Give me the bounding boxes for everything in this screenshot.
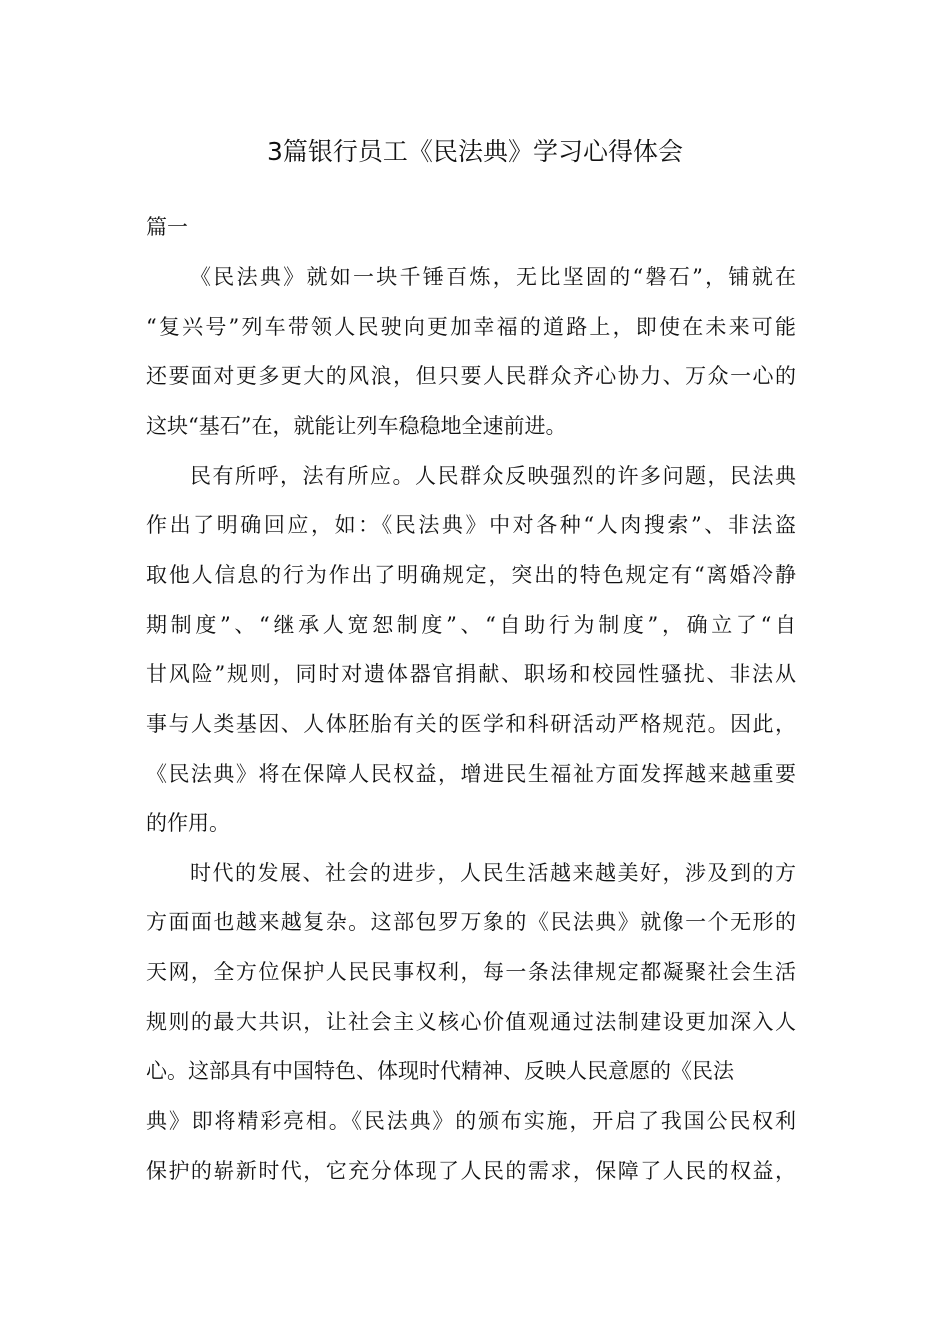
- paragraph-line: 作出了明确回应，如：《民法典》中对各种“人肉搜索”、非法盗: [146, 513, 796, 537]
- paragraph-line: 《民法典》就如一块千锤百炼，无比坚固的“磐石”，铺就在: [190, 265, 796, 289]
- paragraph-line: “复兴号”列车带领人民驶向更加幸福的道路上，即使在未来可能: [146, 315, 796, 339]
- paragraph-line: 方面面也越来越复杂。这部包罗万象的《民法典》就像一个无形的: [146, 910, 796, 934]
- paragraph-line: 时代的发展、社会的进步，人民生活越来越美好，涉及到的方: [190, 861, 796, 885]
- paragraph-line: 心。这部具有中国特色、体现时代精神、反映人民意愿的《民法: [146, 1059, 734, 1083]
- document-title: 3篇银行员工《民法典》学习心得体会: [267, 137, 683, 166]
- paragraph-line: 保护的崭新时代，它充分体现了人民的需求，保障了人民的权益，: [146, 1159, 796, 1183]
- paragraph-line: 甘风险”规则，同时对遗体器官捐献、职场和校园性骚扰、非法从: [146, 662, 796, 686]
- paragraph-line: 这块“基石”在，就能让列车稳稳地全速前进。: [146, 414, 567, 438]
- paragraph-line: 规则的最大共识，让社会主义核心价值观通过法制建设更加深入人: [146, 1010, 796, 1034]
- paragraph-line: 天网，全方位保护人民民事权利，每一条法律规定都凝聚社会生活: [146, 960, 796, 984]
- paragraph-line: 取他人信息的行为作出了明确规定，突出的特色规定有“离婚冷静: [146, 563, 796, 587]
- paragraph-line: 典》即将精彩亮相。《民法典》的颁布实施，开启了我国公民权利: [146, 1109, 796, 1133]
- paragraph-line: 《民法典》将在保障人民权益，增进民生福祉方面发挥越来越重要: [146, 762, 796, 786]
- paragraph-line: 期制度”、“继承人宽恕制度”、“自助行为制度”，确立了“自: [146, 613, 796, 637]
- paragraph-line: 事与人类基因、人体胚胎有关的医学和科研活动严格规范。因此，: [146, 712, 796, 736]
- paragraph-line: 民有所呼，法有所应。人民群众反映强烈的许多问题，民法典: [190, 464, 796, 488]
- section-heading: 篇一: [146, 215, 188, 239]
- paragraph-line: 还要面对更多更大的风浪，但只要人民群众齐心协力、万众一心的: [146, 364, 796, 388]
- paragraph-line: 的作用。: [146, 811, 230, 835]
